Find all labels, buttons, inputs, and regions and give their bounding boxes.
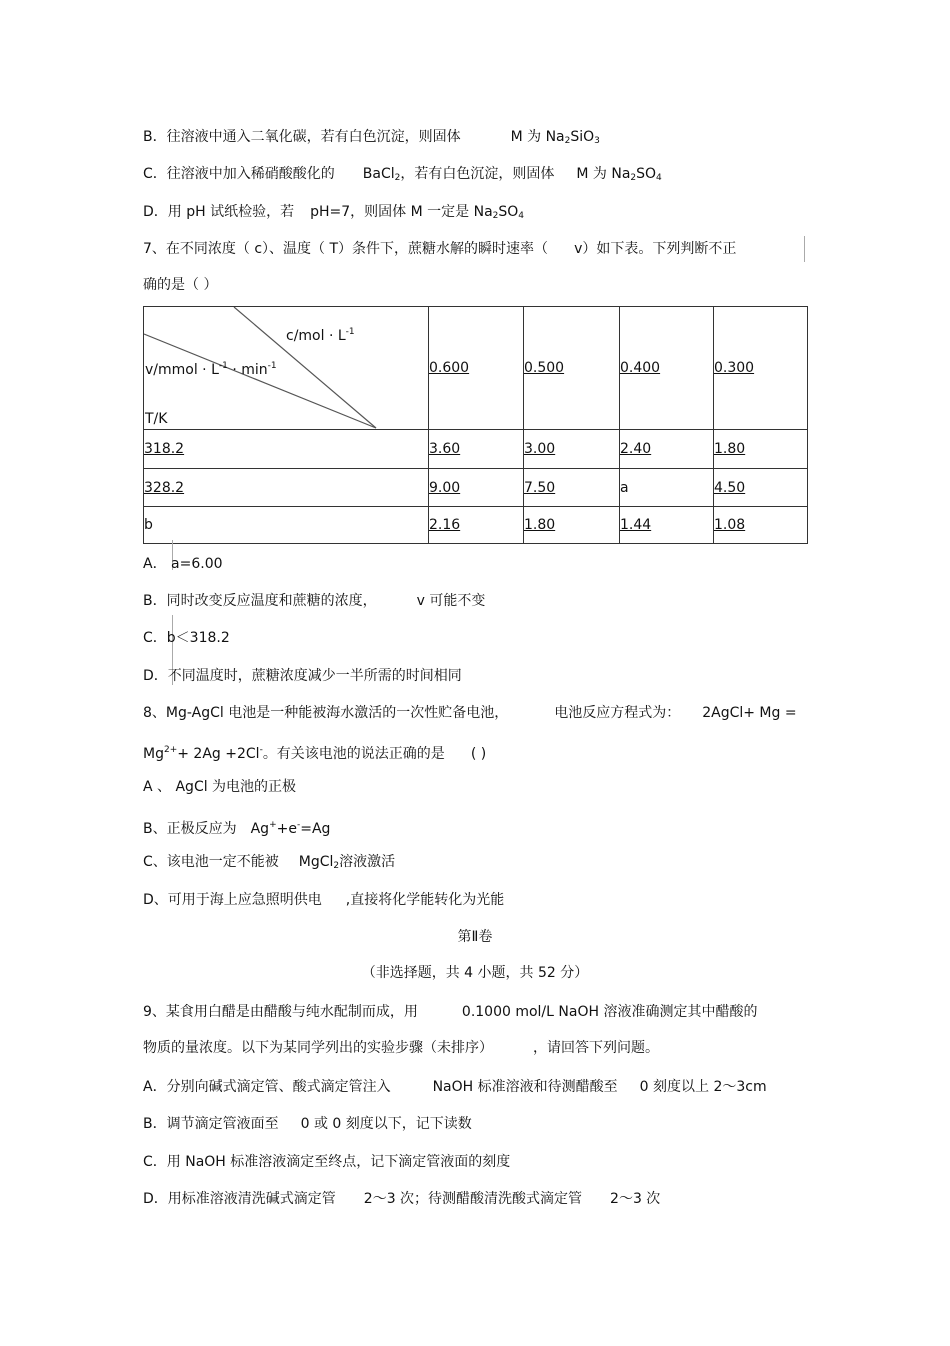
table-cell: a <box>620 469 714 507</box>
q8-cl-charge: - <box>259 745 263 755</box>
q9-stem-a: 9、某食用白醋是由醋酸与纯水配制而成，用 <box>143 1004 418 1020</box>
q9-step-d <box>143 1189 660 1209</box>
q6-option-b <box>143 127 600 151</box>
q9-step-b <box>143 1114 472 1134</box>
q8-paren: ( ) <box>470 746 487 762</box>
q8-b-plus: + <box>269 820 277 830</box>
col-header-3: 0.400 <box>620 307 714 430</box>
q8-b-text: B、正极反应为 <box>143 821 237 837</box>
q6-c-formula: M 为 Na <box>576 166 631 182</box>
q8-stem-a: 8、Mg-AgCl 电池是一种能被海水激活的一次性贮备电池， <box>143 705 509 721</box>
q8-d-end: ,直接将化学能转化为光能 <box>345 892 505 908</box>
q9-step-a <box>143 1077 767 1097</box>
row-temp: b <box>144 507 429 544</box>
table-cell: 1.44 <box>620 507 714 544</box>
q9-stem-line2 <box>143 1038 659 1058</box>
q7-option-d: D．不同温度时，蔗糖浓度减少一半所需的时间相同 <box>143 668 462 684</box>
table-cell: 1.80 <box>714 430 808 469</box>
q8-b-e: +e <box>276 821 297 837</box>
row-temp: 328.2 <box>144 469 429 507</box>
table-diagonal-header <box>144 307 429 430</box>
q9-a-text3: 0 刻度以上 2～3cm <box>639 1079 767 1095</box>
col-header-2: 0.500 <box>524 307 620 430</box>
q8-stem-b: 电池反应方程式为： <box>554 705 681 721</box>
q7-stem-text1b: v）如下表。下列判断不正 <box>574 241 737 257</box>
col-header-1: 0.600 <box>429 307 524 430</box>
q6-c-sub3: 4 <box>656 173 662 183</box>
q6-d-sub1: 2 <box>492 211 499 221</box>
q6-option-c <box>143 164 662 188</box>
q9-b-text1: B．调节滴定管液面至 <box>143 1116 279 1132</box>
section-title: 第Ⅱ卷 <box>457 929 493 945</box>
q9-d-text3: 2～3 次 <box>610 1191 661 1207</box>
row-temp: 318.2 <box>144 430 429 469</box>
q7-b-text: B．同时改变反应温度和蔗糖的浓度， <box>143 593 377 609</box>
q8-stem-line2 <box>143 740 486 764</box>
q7-stem-line1 <box>143 239 736 259</box>
table-cell: 3.60 <box>429 430 524 469</box>
q8-b-end: =Ag <box>300 821 331 837</box>
q8-b-minus: - <box>296 820 301 830</box>
table-cell: 2.40 <box>620 430 714 469</box>
table-cell: 1.08 <box>714 507 808 544</box>
table-cell: 9.00 <box>429 469 524 507</box>
table-row <box>144 469 808 507</box>
q6-c-text: C．往溶液中加入稀硝酸酸化的 <box>143 166 335 182</box>
q8-mg-charge: 2+ <box>163 745 178 755</box>
q6-b-formula2: SiO <box>570 129 595 145</box>
q6-d-so: SO <box>498 204 519 220</box>
table-row <box>144 430 808 469</box>
q6-d-ph: pH=7，则固体 M 一定是 Na <box>310 204 493 220</box>
margin-bar <box>804 236 805 262</box>
q8-option-b <box>143 815 330 839</box>
q9-stem-line1 <box>143 1002 757 1022</box>
q8-option-c <box>143 852 395 876</box>
section-subtitle: （非选择题，共 4 小题，共 52 分） <box>361 965 589 981</box>
q8-c-text: C、该电池一定不能被 <box>143 854 279 870</box>
q7-stem-text1: 7、在不同浓度（ c）、温度（ T）条件下，蔗糖水解的瞬时速率（ <box>143 241 549 257</box>
q9-d-text1: D．用标准溶液清洗碱式滴定管 <box>143 1191 336 1207</box>
q9-stem-d: ，请回答下列问题。 <box>533 1040 659 1056</box>
q7-stem-line2: 确的是（ ） <box>143 277 218 293</box>
header-rate: v/mmol · $L^{-1} \cdot \min^{-1}$ <box>145 361 277 378</box>
q6-c-so: SO <box>636 166 657 182</box>
q9-d-text2: 2～3 次；待测醋酸清洗酸式滴定管 <box>363 1191 583 1207</box>
table-cell: 2.16 <box>429 507 524 544</box>
q6-d-text: D．用 pH 试纸检验，若 <box>143 204 295 220</box>
q8-option-a: A 、 AgCl 为电池的正极 <box>143 779 297 795</box>
q9-a-text1: A．分别向碱式滴定管、酸式滴定管注入 <box>143 1079 391 1095</box>
table-header-row <box>144 307 808 430</box>
q6-b-sub2: 3 <box>594 136 600 146</box>
q8-mg: Mg <box>143 746 164 762</box>
q7-option-a: A． a=6.00 <box>143 556 223 572</box>
q6-c-sub1: 2 <box>394 173 401 183</box>
q6-c-mid: ，若有白色沉淀，则固体 <box>400 166 555 182</box>
table-cell: 1.80 <box>524 507 620 544</box>
q9-stem-c: 物质的量浓度。以下为某同学列出的实验步骤（未排序） <box>143 1040 493 1056</box>
q8-products: + 2Ag +2Cl <box>177 746 260 762</box>
q6-b-text: B．往溶液中通入二氧化碳，若有白色沉淀，则固体 <box>143 129 461 145</box>
q8-question: 。有关该电池的说法正确的是 <box>262 746 445 762</box>
q6-c-sub2: 2 <box>630 173 637 183</box>
q7-b-text2: v 可能不变 <box>416 593 486 609</box>
header-temperature: T/K <box>145 411 168 427</box>
q8-d-text: D、可用于海上应急照明供电 <box>143 892 322 908</box>
q9-step-c: C．用 NaOH 标准溶液滴定至终点，记下滴定管液面的刻度 <box>143 1154 511 1170</box>
q8-stem-line1 <box>143 703 797 723</box>
table-cell: 3.00 <box>524 430 620 469</box>
q6-option-d <box>143 202 524 226</box>
q6-b-sub1: 2 <box>564 136 571 146</box>
q6-c-bacl: BaCl <box>362 166 395 182</box>
q8-c-end: 溶液激活 <box>339 854 396 870</box>
header-concentration: $c/mol \cdot L^{-1}$ <box>286 327 355 344</box>
col-header-4: 0.300 <box>714 307 808 430</box>
q9-stem-b: 0.1000 mol/L NaOH 溶液准确测定其中醋酸的 <box>461 1004 758 1020</box>
q9-b-text2: 0 或 0 刻度以下，记下读数 <box>300 1116 472 1132</box>
q8-equation: 2AgCl+ Mg = <box>702 705 797 721</box>
q8-c-sub: 2 <box>333 861 340 871</box>
q8-b-ag: Ag <box>250 821 270 837</box>
q8-option-d <box>143 890 504 910</box>
q6-d-sub2: 4 <box>518 211 525 221</box>
table-row <box>144 507 808 544</box>
q6-b-formula: M 为 Na <box>510 129 565 145</box>
table-cell: 7.50 <box>524 469 620 507</box>
q9-a-text2: NaOH 标准溶液和待测醋酸至 <box>432 1079 618 1095</box>
q8-c-mgcl: MgCl <box>298 854 334 870</box>
q7-option-c: C．b＜318.2 <box>143 630 230 646</box>
q7-option-b <box>143 591 485 611</box>
rate-table <box>143 306 808 544</box>
table-cell: 4.50 <box>714 469 808 507</box>
